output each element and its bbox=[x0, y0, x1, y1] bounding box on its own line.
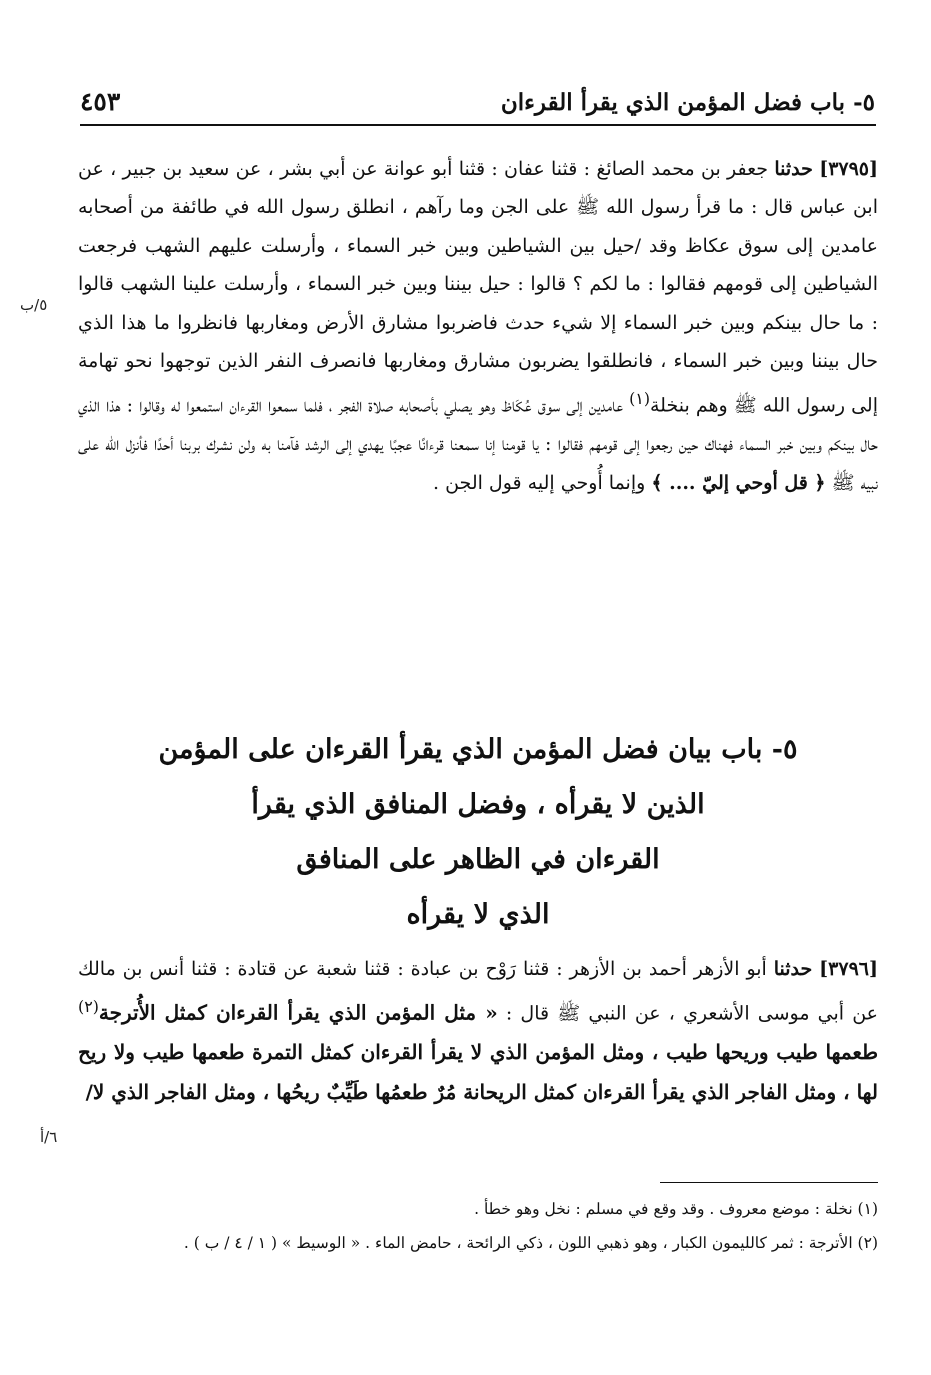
hadith-opening: حدثنا bbox=[773, 958, 813, 980]
footnote-marker: (١) bbox=[629, 389, 650, 409]
chapter-heading-line: القرءان في الظاهر على المنافق bbox=[296, 844, 660, 875]
hadith-text-continued: عامدين إلى سوق عُكَاظ وهو يصلي بأصحابه صلاة الفجر ، فلما سمعوا القرءان استمعوا له وقالوا : هذا الذي حال بينكم وبين خبر السماء فهناك حين رجعوا إلى قومهم فقالوا : يا قومنا إنا سمعنا قرءانًا عجبًا يهدي إلى الرشد فآمنا به ولن نشرك بربنا أحدًا فأنزل الله على نبيه ﷺ bbox=[78, 394, 878, 494]
hadith-number: [٣٧٩٦] bbox=[819, 958, 878, 980]
hadith-text: جعفر بن محمد الصائغ : قثنا عفان : قثنا أبو عوانة عن أبي بشر ، عن سعيد بن جبير ، عن ابن عباس قال : ما قرأ رسول الله ﷺ على الجن وما رآهم ، انطلق رسول الله في طائفة من أصحابه عامدين إلى سوق عكاظ وقد /حيل بين الشياطين وبين خبر السماء ، وأرسلت عليهم الشهب فرجعت الشياطين إلى قومهم فقالوا : ما لكم ؟ قالوا : حيل بيننا وبين خبر السماء ، وأرسلت علينا الشهب قالوا : ما حال بينكم وبين خبر السماء إلا شيء حدث فاضربوا مشارق الأرض ومغاربها فانظروا ما هذا الذي حال بيننا وبين خبر السماء ، فانطلقوا يضربون مشارق ومغاربها فانصرف النفر الذين توجهوا نحو تهامة إلى رسول الله ﷺ وهم بنخلة bbox=[78, 158, 878, 417]
page-number: ٤٥٣ bbox=[80, 87, 121, 116]
hadith-matn-continued: طعمها طيب وريحها طيب ، ومثل المؤمن الذي لا يقرأ القرءان كمثل التمرة طعمها طيب ولا ريح لها ، ومثل الفاجر الذي يقرأ القرءان كمثل الريحانة مُرٌ طعمُها طَيِّبٌ ريحُها ، ومثل الفاجر الذي لا/ bbox=[78, 1040, 878, 1104]
footnote: (٢) الأترجة : ثمر كالليمون الكبار ، وهو ذهبي اللون ، ذكي الرائحة ، حامض الماء . « الوسيط » ( ١ / ٤ / ب ) . bbox=[183, 1234, 878, 1252]
running-title: ٥- باب فضل المؤمن الذي يقرأ القرءان bbox=[500, 89, 875, 116]
hadith-text: أبو الأزهر أحمد بن الأزهر : قثنا رَوْح بن عبادة : قثنا شعبة عن قتادة : قثنا أنس بن مالك عن أبي موسى الأشعري ، عن النبي ﷺ قال : bbox=[78, 958, 879, 1025]
hadith-number: [٣٧٩٥] bbox=[819, 158, 879, 180]
footnote-marker: (٢) bbox=[78, 997, 99, 1017]
hadith-text-ending: وإنما أُوحي إليه قول الجن . bbox=[433, 471, 646, 494]
footnotes bbox=[78, 1192, 878, 1260]
page-header bbox=[80, 72, 875, 116]
hadith-3796 bbox=[78, 950, 878, 1112]
chapter-heading-line: الذين لا يقرأه ، وفضل المنافق الذي يقرأ bbox=[251, 789, 705, 820]
chapter-heading-line: ٥- باب بيان فضل المؤمن الذي يقرأ القرءان على المؤمن bbox=[158, 734, 798, 765]
margin-folio-note: ٥/ب bbox=[20, 296, 48, 314]
quran-quote: ﴿ قل أوحي إليّ .... ﴾ bbox=[651, 471, 826, 494]
hadith-opening: حدثنا bbox=[774, 158, 813, 180]
hadith-3795 bbox=[78, 150, 878, 502]
margin-folio-note: ٦/أ bbox=[40, 1128, 58, 1146]
chapter-heading-line: الذي لا يقرأه bbox=[406, 899, 550, 930]
hadith-matn: « مثل المؤمن الذي يقرأ القرءان كمثل الأُترجة bbox=[98, 1000, 498, 1025]
chapter-heading bbox=[78, 722, 878, 942]
header-rule bbox=[80, 124, 876, 126]
footnote-rule bbox=[660, 1182, 878, 1183]
footnote: (١) نخلة : موضع معروف . وقد وقع في مسلم : نخل وهو خطأ . bbox=[474, 1200, 878, 1218]
